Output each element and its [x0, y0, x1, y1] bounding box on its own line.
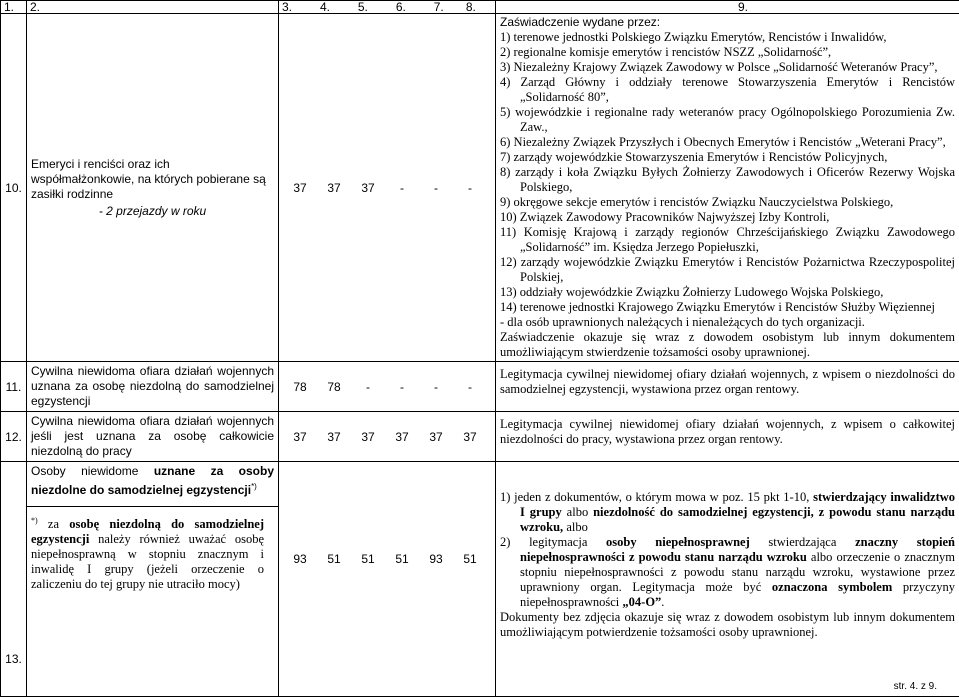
value-cell: 37: [453, 430, 487, 444]
value-cell: 78: [317, 380, 351, 394]
header-cell: 7.: [431, 1, 463, 13]
header-cell: 3.: [279, 1, 317, 13]
required-documents: Legitymacja cywilnej niewidomej ofiary działań wojennych, z wpisem o całkowitej niezdolności do pracy, wystawiona przez organ rentowy.: [496, 412, 959, 462]
page-number: str. 4. z 9.: [894, 681, 937, 692]
category-desc: Osoby niewidome uznane za osoby niezdolne do samodzielnej egzystencji*): [27, 462, 278, 507]
row-number: 11.: [1, 362, 27, 412]
header-cell: 6.: [393, 1, 431, 13]
list-item: 5) wojewódzkie i regionalne rady weteranów pracy Ogólnopolskiego Porozumienia Zw. Zaw.,: [500, 105, 955, 135]
header-row: [1, 1, 959, 14]
value-cell: 37: [351, 181, 385, 195]
value-cell: -: [385, 181, 419, 195]
value-cell: 37: [385, 430, 419, 444]
value-cell: -: [351, 380, 385, 394]
category-desc: Emeryci i renciści oraz ich współmałżonkowie, na których pobierane są zasiłki rodzinne: [31, 157, 274, 202]
list-item: 1) jeden z dokumentów, o którym mowa w poz. 15 pkt 1-10, stwierdzający inwalidztwo I grupy albo niezdolność do samodzielnej egzystencji, z powodu stanu narządu wzroku, albo: [500, 490, 955, 535]
list-item: 8) zarządy i koła Związku Byłych Żołnierzy Zawodowych i Oficerów Rezerwy Wojska Polskiego,: [500, 165, 955, 195]
header-cell: 1.: [1, 1, 27, 14]
list-item: 12) zarządy wojewódzkie Związku Emerytów i Rencistów Pożarnictwa Rzeczypospolitej Polskiej,: [500, 255, 955, 285]
list-item: 14) terenowe jednostki Krajowego Związku Emerytów i Rencistów Służby Więziennej: [500, 300, 955, 315]
discount-values: [279, 14, 496, 362]
value-cell: -: [419, 181, 453, 195]
value-cell: -: [453, 181, 487, 195]
list-item: 13) oddziały wojewódzkie Związku Żołnierzy Ludowego Wojska Polskiego,: [500, 285, 955, 300]
list-item: 6) Niezależny Związek Przyszłych i Obecnych Emerytów i Rencistów „Weterani Pracy”,: [500, 135, 955, 150]
required-documents: [496, 14, 959, 362]
table-row-13: [1, 462, 959, 697]
value-cell: 37: [317, 430, 351, 444]
header-cell: 9.: [496, 1, 959, 14]
list-item: 3) Niezależny Krajowy Związek Zawodowy w Polsce „Solidarność Weteranów Pracy”,: [500, 60, 955, 75]
discount-values: [279, 362, 496, 412]
value-cell: -: [385, 380, 419, 394]
footnote: *) za osobę niezdolną do samodzielnej egzystencji należy również uważać osobę niepełnosprawną w stopniu znacznym i inwalidę I grupy (jeżeli orzeczenie o zaliczeniu do tej grupy nie utraciło mocy): [27, 507, 278, 592]
header-cell: 5.: [355, 1, 393, 13]
row-number: 13.: [1, 462, 27, 697]
list-item: 4) Zarząd Główny i oddziały terenowe Stowarzyszenia Emerytów i Rencistów „Solidarność 80”,: [500, 75, 955, 105]
value-cell: 37: [351, 430, 385, 444]
value-cell: 37: [283, 181, 317, 195]
doc-tail: Zaświadczenie okazuje się wraz z dowodem osobistym lub innym dokumentem umożliwiającym stwierdzenie tożsamości osoby uprawnionej.: [500, 330, 955, 360]
table-row-11: [1, 362, 959, 412]
list-item: 2) legitymacja osoby niepełnosprawnej stwierdzająca znaczny stopień niepełnosprawności z powodu stanu narządu wzroku albo orzeczenie o znacznym stopniu niepełnosprawności z powodu stanu narządu wzroku, wystawione przez uprawniony organ. Legitymacja może być oznaczona symbolem przyczyny niepełnosprawności „04-O”.: [500, 535, 955, 610]
required-documents: Legitymacja cywilnej niewidomej ofiary działań wojennych, z wpisem o niezdolności do samodzielnej egzystencji, wystawiona przez organ rentowy.: [496, 362, 959, 412]
value-cell: 93: [283, 552, 317, 566]
list-item: 1) terenowe jednostki Polskiego Związku Emerytów, Rencistów i Inwalidów,: [500, 30, 955, 45]
list-item: 10) Związek Zawodowy Pracowników Najwyższej Izby Kontroli,: [500, 210, 955, 225]
discount-values: [279, 412, 496, 462]
header-cell: 4.: [317, 1, 355, 13]
value-cell: -: [453, 380, 487, 394]
list-item: 11) Komisję Krajową i zarządy regionów Chrześcijańskiego Związku Zawodowego „Solidarność” im. Księdza Jerzego Popiełuszki,: [500, 225, 955, 255]
value-cell: 51: [385, 552, 419, 566]
category-sub: - 2 przejazdy w roku: [31, 204, 274, 219]
value-cell: 37: [419, 430, 453, 444]
value-cell: -: [419, 380, 453, 394]
value-cell: 37: [317, 181, 351, 195]
header-cell: 8.: [463, 1, 495, 13]
list-item: 2) regionalne komisje emerytów i rencistów NSZZ „Solidarność”,: [500, 45, 955, 60]
doc-intro: Zaświadczenie wydane przez:: [500, 15, 955, 30]
required-documents: [496, 462, 959, 697]
doc-tail: - dla osób uprawnionych należących i nienależących do tych organizacji.: [500, 315, 955, 330]
list-item: 9) okręgowe sekcje emerytów i rencistów Związku Nauczycielstwa Polskiego,: [500, 195, 955, 210]
row-number: 10.: [1, 14, 27, 362]
category-desc: Cywilna niewidoma ofiara działań wojennych uznana za osobę niezdolną do samodzielnej egzystencji: [27, 362, 279, 412]
doc-tail: Dokumenty bez zdjęcia okazuje się wraz z dowodem osobistym lub innym dokumentem umożliwiającym potwierdzenie tożsamości osoby uprawnionej.: [500, 610, 955, 640]
value-cell: 51: [453, 552, 487, 566]
table-row-12: [1, 412, 959, 462]
discount-values: [279, 462, 496, 697]
value-cell: 51: [351, 552, 385, 566]
row-number: 12.: [1, 412, 27, 462]
value-cell: 51: [317, 552, 351, 566]
value-cell: 93: [419, 552, 453, 566]
table-row-10: [1, 14, 959, 362]
list-item: 7) zarządy wojewódzkie Stowarzyszenia Emerytów i Rencistów Policyjnych,: [500, 150, 955, 165]
header-cell: 2.: [27, 1, 279, 14]
value-cell: 78: [283, 380, 317, 394]
value-cell: 37: [283, 430, 317, 444]
category-desc: Cywilna niewidoma ofiara działań wojennych jeśli jest uznana za osobę całkowicie niezdolną do pracy: [27, 412, 279, 462]
